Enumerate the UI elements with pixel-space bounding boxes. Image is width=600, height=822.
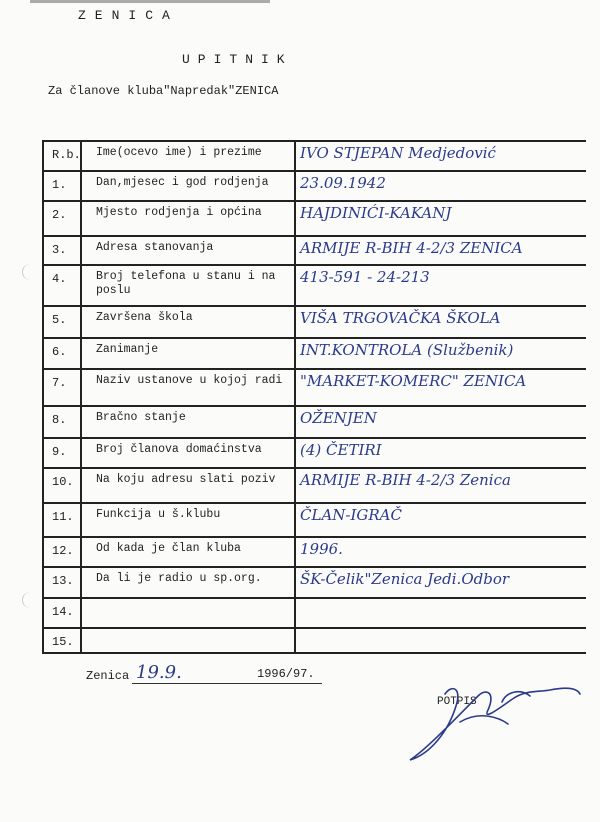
row-number: 6. [52,345,67,359]
questionnaire-table [42,140,586,652]
table-row-line [42,405,586,407]
row-number: 11. [52,510,74,524]
row-label: Funkcija u š.klubu [96,508,221,521]
table-row-line [42,140,586,142]
row-label: Broj članova domaćinstva [96,443,262,456]
row-value-handwritten: IVO STJEPAN Medjedović [300,144,496,162]
footer-date: 19.9. [136,662,182,683]
row-number: 1. [52,178,67,192]
table-row-line [42,627,586,629]
row-value-handwritten: OŽENJEN [300,409,377,427]
row-label: Na koju adresu slati poziv [96,473,276,486]
row-number: 14. [52,605,74,619]
row-label: Naziv ustanove u kojoj radi [96,374,283,387]
row-label: Adresa stanovanja [96,241,214,254]
table-row-line [42,502,586,504]
table-row-line [42,597,586,599]
row-value-handwritten: HAJDINIĆI-KAKANJ [300,204,452,222]
footer-city: Zenica [86,669,130,683]
row-label: Da li je radio u sp.org. [96,572,262,585]
row-label: Mjesto rodjenja i općina [96,206,262,219]
table-column-line [294,140,296,652]
row-number: 8. [52,413,67,427]
footer-date-line [132,683,322,684]
row-label: Ime(ocevo ime) i prezime [96,146,262,159]
row-value-handwritten: INT.KONTROLA (Službenik) [300,341,514,359]
row-value-handwritten: "MARKET-KOMERC" ZENICA [300,372,527,390]
row-number: 9. [52,445,67,459]
row-number: R.b. [52,148,81,162]
signature-label: POTPIS [437,696,477,708]
row-label: Dan,mjesec i god rodjenja [96,176,269,189]
row-value-handwritten: 1996. [300,540,343,558]
table-row-line [42,467,586,469]
table-row-line [42,200,586,202]
row-number: 3. [52,243,67,257]
row-value-handwritten: ARMIJE R-BIH 4-2/3 ZENICA [300,239,523,257]
table-column-line [80,140,82,652]
table-row-line [42,536,586,538]
row-label: Bračno stanje [96,411,186,424]
row-number: 5. [52,313,67,327]
header-city: ZENICA [78,8,179,23]
row-label: Broj telefona u stanu i na poslu [96,270,276,297]
header-top-line [30,0,270,3]
table-row-line [42,305,586,307]
table-row-line [42,437,586,439]
row-number: 10. [52,475,74,489]
table-row-line [42,566,586,568]
row-number: 12. [52,544,74,558]
row-value-handwritten: 23.09.1942 [300,174,386,192]
row-label: Završena škola [96,311,193,324]
row-number: 15. [52,635,74,649]
table-row-line [42,264,586,266]
table-row-line [42,337,586,339]
row-value-handwritten: ARMIJE R-BIH 4-2/3 Zenica [300,471,511,489]
row-number: 13. [52,574,74,588]
row-value-handwritten: ČLAN-IGRAČ [300,506,402,524]
row-value-handwritten: VIŠA TRGOVAČKA ŠKOLA [300,309,501,327]
table-row-line [42,170,586,172]
row-number: 4. [52,272,67,286]
row-number: 7. [52,376,67,390]
punch-hole [22,592,33,608]
row-label: Od kada je član kluba [96,542,241,555]
form-title: UPITNIK [182,52,293,67]
signature-mark [390,662,590,772]
row-value-handwritten: ŠK-Čelik"Zenica Jedi.Odbor [300,570,510,588]
table-row-line [42,368,586,370]
footer-year: 1996/97. [257,667,315,681]
form-subtitle: Za članove kluba"Napredak"ZENICA [48,84,279,98]
row-number: 2. [52,208,67,222]
table-row-line [42,235,586,237]
punch-hole [22,264,33,280]
row-value-handwritten: (4) ČETIRI [300,441,382,459]
row-label: Zanimanje [96,343,159,356]
table-column-line [42,140,44,652]
row-value-handwritten: 413-591 - 24-213 [300,268,430,286]
table-row-line [42,652,586,654]
